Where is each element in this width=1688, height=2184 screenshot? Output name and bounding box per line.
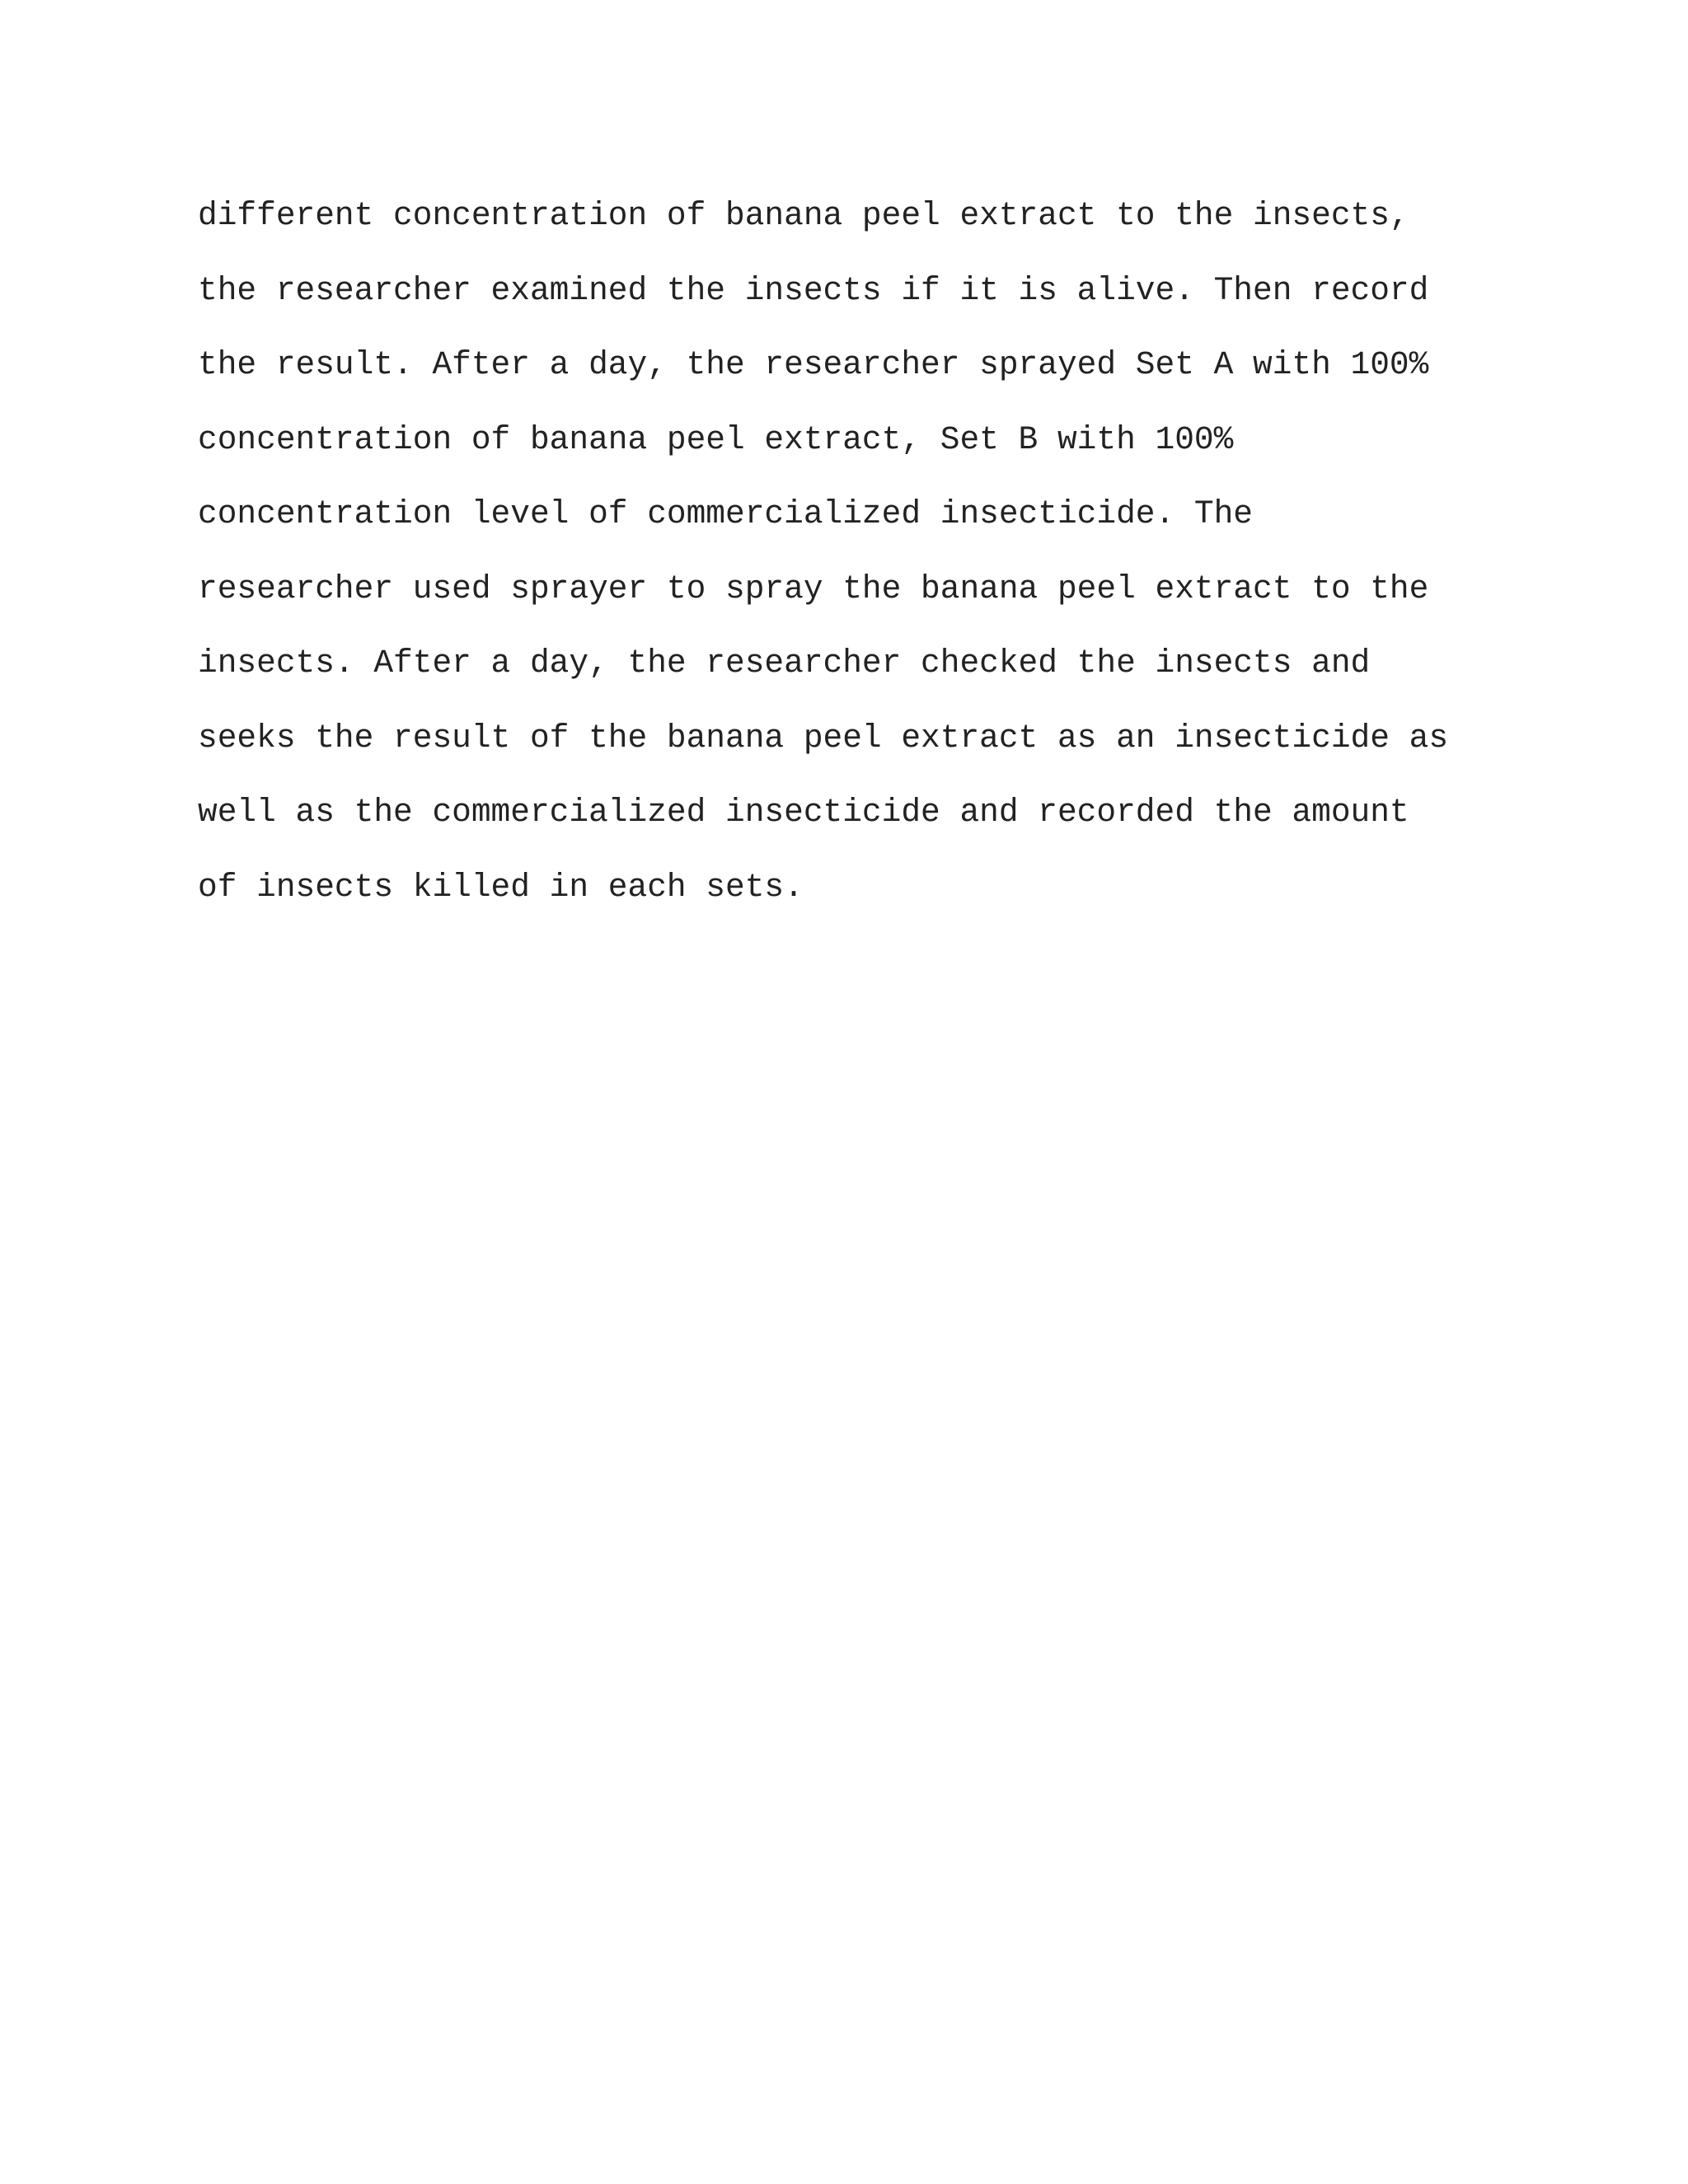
paragraph-line: concentration level of commercialized insecticide. The [198,495,1254,532]
body-paragraph [198,191,1533,937]
paragraph-line: well as the commercialized insecticide and recorded the amount [198,794,1409,831]
paragraph-line: seeks the result of the banana peel extract as an insecticide as [198,719,1449,757]
paragraph-line: the result. After a day, the researcher sprayed Set A with 100% [198,346,1429,383]
paragraph-line: of insects killed in each sets. [198,868,804,906]
paragraph-line: insects. After a day, the researcher checked the insects and [198,644,1371,682]
paragraph-line: the researcher examined the insects if it is alive. Then record [198,271,1429,309]
paragraph-line: researcher used sprayer to spray the banana peel extract to the [198,569,1429,607]
paragraph-line: different concentration of banana peel extract to the insects, [198,197,1409,234]
paragraph-line: concentration of banana peel extract, Set B with 100% [198,420,1234,458]
